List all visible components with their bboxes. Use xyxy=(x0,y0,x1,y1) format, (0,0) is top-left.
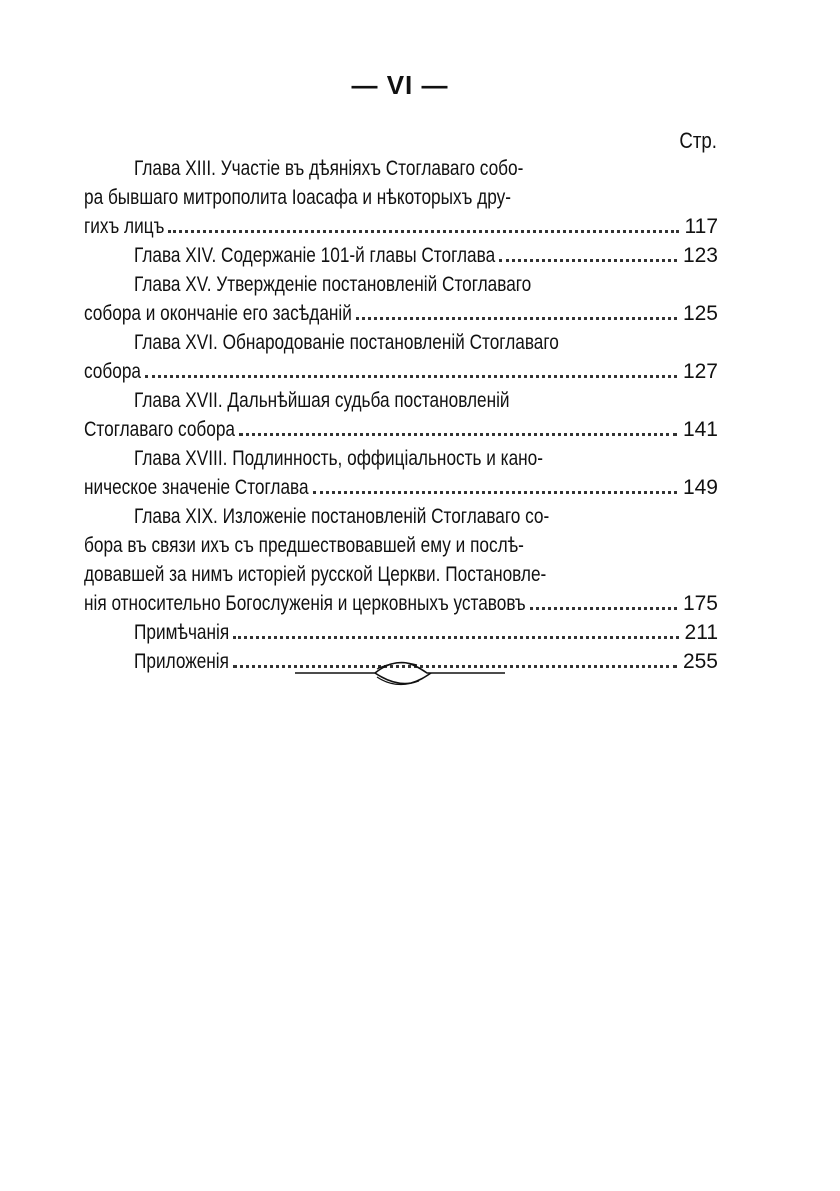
toc-entry-text: Глава XIV. Содержаніе 101-й главы Стоглава xyxy=(134,244,496,267)
toc-page-number: 211 xyxy=(684,621,718,644)
toc-page-number: 127 xyxy=(682,360,718,383)
page-column-header: Стр. xyxy=(679,128,717,153)
page-number: — VI — xyxy=(351,70,449,100)
toc-entry-text: Примѣчанія xyxy=(134,621,230,644)
toc-entry-text: Глава XV. Утвержденіе постановленій Стоглаваго xyxy=(134,273,532,296)
toc-entry-text: Приложенія xyxy=(134,650,229,673)
toc-entry-text: собора и окончаніе его засѣданій xyxy=(84,302,352,325)
dot-leader xyxy=(168,230,678,233)
toc-entry-line xyxy=(84,560,718,589)
toc-page-number: 175 xyxy=(682,592,718,615)
toc-entry-line xyxy=(84,212,718,241)
dot-leader xyxy=(145,375,677,378)
dot-leader xyxy=(530,607,677,610)
toc-entry-text: Глава XVI. Обнародованіе постановленій Стоглаваго xyxy=(134,331,559,354)
toc-entry xyxy=(84,154,718,241)
toc-entry-line xyxy=(84,299,718,328)
toc-entry-text: ра бывшаго митрополита Іоасафа и нѣкоторыхъ дру- xyxy=(84,186,511,209)
toc-entry-text: Глава XVII. Дальнѣйшая судьба постановленій xyxy=(134,389,510,412)
toc-entry xyxy=(84,241,718,270)
dot-leader xyxy=(233,636,678,639)
toc-page-number: 255 xyxy=(682,650,718,673)
toc-entry-line xyxy=(84,502,718,531)
toc-entry-line xyxy=(84,415,718,444)
toc-entry-line xyxy=(84,270,718,299)
toc-page-number: 117 xyxy=(684,215,718,238)
toc-entry-text: довавшей за нимъ исторіей русской Церкви. Постановле- xyxy=(84,563,547,586)
toc-entry-line xyxy=(84,618,718,647)
toc-entry-line xyxy=(84,154,718,183)
ornament-divider xyxy=(295,655,505,695)
toc-entry xyxy=(84,444,718,502)
dot-leader xyxy=(239,433,677,436)
toc-entry-text: Глава XIX. Изложеніе постановленій Стоглаваго со- xyxy=(134,505,550,528)
toc-page-number: 125 xyxy=(682,302,718,325)
toc-entry xyxy=(84,386,718,444)
toc-page-number: 141 xyxy=(682,418,718,441)
toc-entry-text: Стоглаваго собора xyxy=(84,418,236,441)
toc-page-number: 149 xyxy=(682,476,718,499)
toc-entry-text: собора xyxy=(84,360,141,383)
toc-entry-text: Глава XIII. Участіе въ дѣяніяхъ Стоглаваго собо- xyxy=(134,157,524,180)
toc-entry-text: нія относительно Богослуженія и церковныхъ уставовъ xyxy=(84,592,526,615)
toc-entry-line xyxy=(84,183,718,212)
toc-entry-line xyxy=(84,328,718,357)
dot-leader xyxy=(499,259,677,262)
toc-entry-line xyxy=(84,589,718,618)
toc-entry xyxy=(84,618,718,647)
toc-entry-text: Глава XVIII. Подлинность, оффиціальность и кано- xyxy=(134,447,543,470)
toc-entry xyxy=(84,328,718,386)
toc-entry-line xyxy=(84,444,718,473)
toc-entry-line xyxy=(84,241,718,270)
toc-entry-text: ническое значеніе Стоглава xyxy=(84,476,309,499)
toc-entry-line xyxy=(84,531,718,560)
dot-leader xyxy=(356,317,677,320)
table-of-contents xyxy=(84,154,718,676)
toc-entry xyxy=(84,502,718,618)
toc-entry-text: гихъ лицъ xyxy=(84,215,165,238)
toc-page-number: 123 xyxy=(682,244,718,267)
dot-leader xyxy=(313,491,677,494)
toc-entry-line xyxy=(84,357,718,386)
toc-entry-line xyxy=(84,386,718,415)
toc-entry-text: бора въ связи ихъ съ предшествовавшей ему и послѣ- xyxy=(84,534,524,557)
toc-entry xyxy=(84,270,718,328)
toc-entry-line xyxy=(84,473,718,502)
